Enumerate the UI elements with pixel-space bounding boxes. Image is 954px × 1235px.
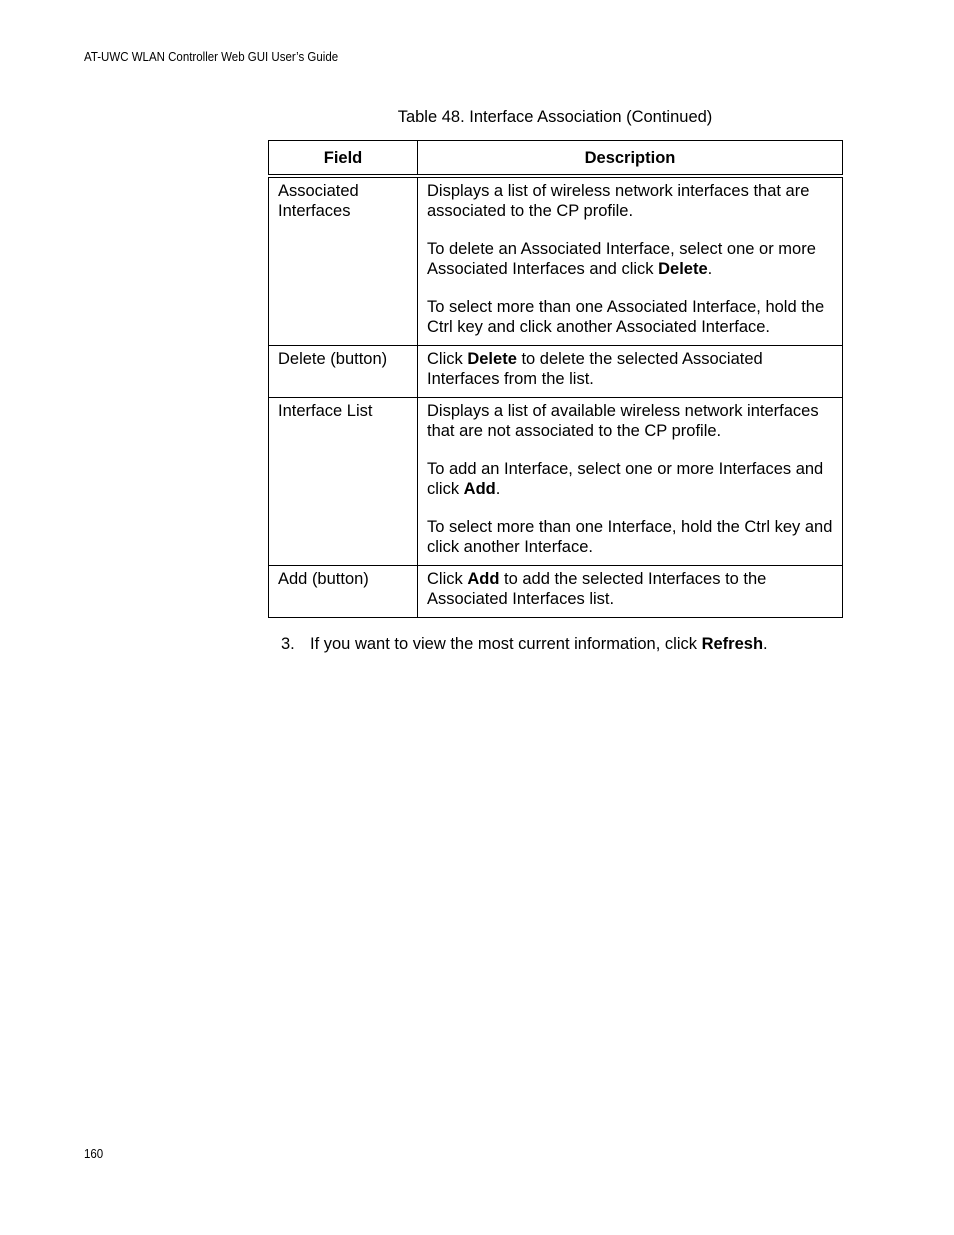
- field-name: Delete (button): [278, 350, 388, 368]
- step-text: If you want to view the most current information, click: [310, 635, 702, 653]
- description-paragraph: To add an Interface, select one or more Interfaces and click Add.: [427, 460, 824, 498]
- field-cell: [269, 176, 418, 346]
- description-cell: [418, 566, 843, 618]
- procedure-step: 3. If you want to view the most current information, click Refresh.: [281, 635, 768, 653]
- table-header-row: [269, 141, 843, 177]
- table-caption: Table 48. Interface Association (Continued): [397, 108, 713, 126]
- description-cell: [418, 346, 843, 398]
- bold-term: Delete: [658, 260, 708, 278]
- bold-term: Refresh: [701, 635, 764, 653]
- page-number: 160: [84, 1147, 104, 1161]
- interface-association-table: [268, 140, 843, 618]
- field-cell: [269, 566, 418, 618]
- bold-term: Delete: [467, 350, 517, 368]
- description-paragraph: To delete an Associated Interface, select one or more Associated Interfaces and click Delete.: [427, 240, 816, 278]
- bold-term: Add: [467, 570, 500, 588]
- column-header-description: Description: [418, 141, 843, 177]
- table-row: [269, 398, 843, 566]
- description-paragraph: To select more than one Interface, hold the Ctrl key and click another Interface.: [427, 518, 833, 556]
- field-name: Add (button): [278, 570, 369, 588]
- table-row: [269, 346, 843, 398]
- table-row: [269, 566, 843, 618]
- field-cell: [269, 346, 418, 398]
- field-name: Associated Interfaces: [278, 182, 359, 220]
- field-cell: [269, 398, 418, 566]
- description-paragraph: Displays a list of wireless network interfaces that are associated to the CP profile.: [427, 182, 810, 220]
- column-header-field: Field: [269, 141, 418, 177]
- description-cell: [418, 176, 843, 346]
- field-name: Interface List: [278, 402, 373, 420]
- running-header: AT-UWC WLAN Controller Web GUI User’s Guide: [84, 50, 339, 64]
- description-paragraph: Click Delete to delete the selected Associated Interfaces from the list.: [427, 350, 763, 388]
- table-row: [269, 176, 843, 346]
- bold-term: Add: [463, 480, 496, 498]
- description-cell: [418, 398, 843, 566]
- description-paragraph: Click Add to add the selected Interfaces to the Associated Interfaces list.: [427, 570, 767, 608]
- description-paragraph: Displays a list of available wireless network interfaces that are not associated to the CP profile.: [427, 402, 819, 440]
- step-number: 3.: [281, 635, 295, 653]
- description-paragraph: To select more than one Associated Interface, hold the Ctrl key and click another Associated Interface.: [427, 298, 825, 336]
